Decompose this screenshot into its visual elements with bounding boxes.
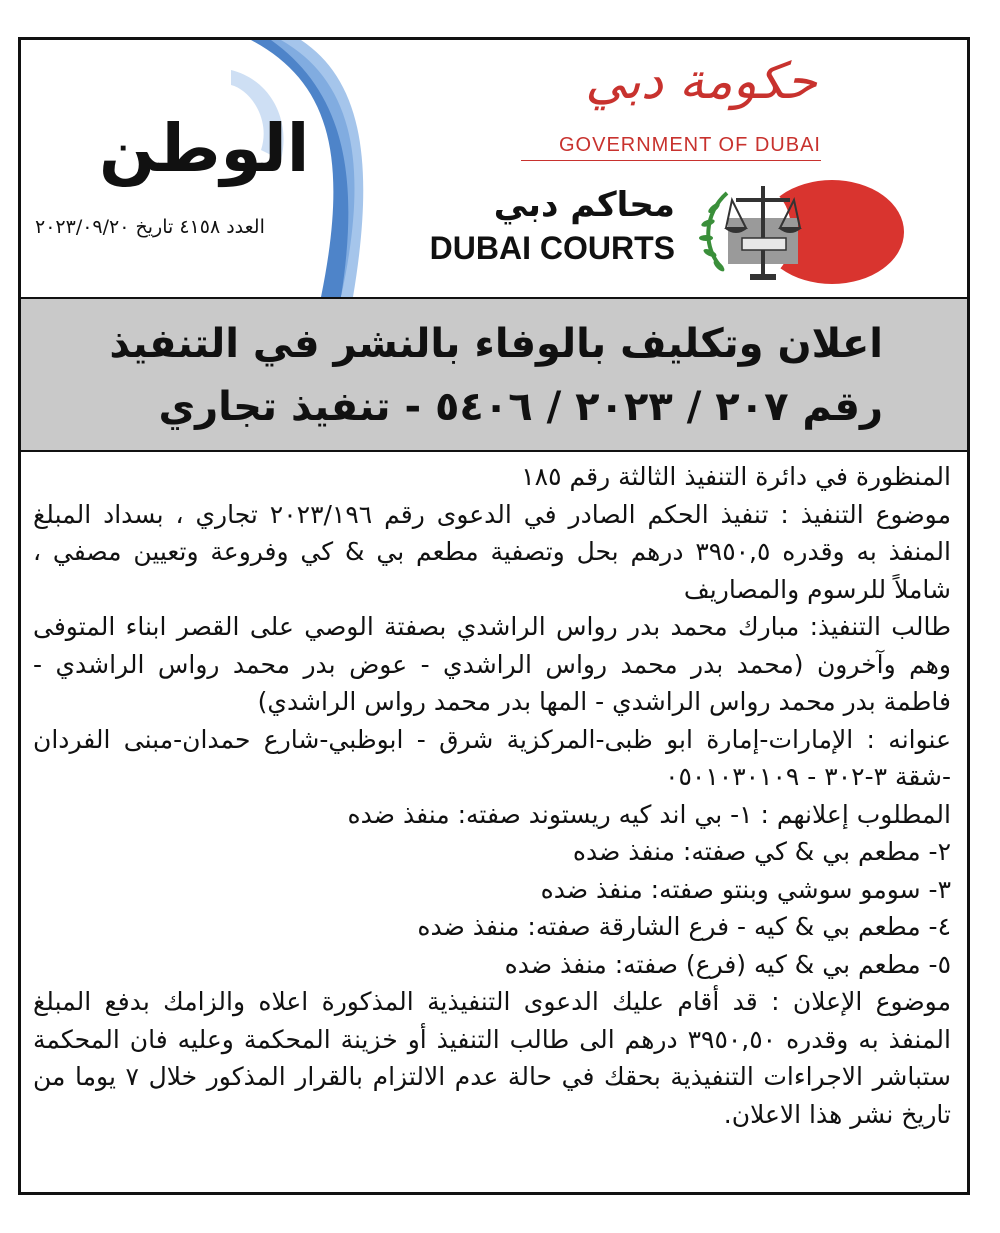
applicant-address: عنوانه : الإمارات-إمارة ابو ظبى-المركزية شرق - ابوظبي-شارع حمدان-مبنى الفردان -شقة ٣-٣٠٢ - ٠٥٠١٠٣٠١٠٩ (33, 724, 951, 791)
execution-subject: موضوع التنفيذ : تنفيذ الحكم الصادر في الدعوى رقم ٢٠٢٣/١٩٦ تجاري ، بسداد المبلغ المنفذ به وقدره ٣٩٥٠,٥ درهم بحل وتصفية مطعم بي & كي وفروعة وتعيين مصفي ، شاملاً للرسوم والمصاريف (33, 499, 951, 604)
courts-name-arabic: محاكم دبي (493, 185, 675, 225)
dubai-courts-emblem-icon (692, 178, 907, 286)
respondents-intro: المطلوب إعلانهم : ١- بي اند كيه ريستوند صفته: منفذ ضده (347, 799, 951, 829)
government-logo-rule (521, 160, 821, 161)
title-line-2: رقم ٢٠٧ / ٢٠٢٣ / ٥٤٠٦ - تنفيذ تجاري (158, 384, 883, 430)
notice-subject: موضوع الإعلان : قد أقام عليك الدعوى التنفيذية المذكورة اعلاه والزامك بدفع المبلغ المنفذ به وقدره ٣٩٥٠,٥٠ درهم الى طالب التنفيذ أو خزينة المحكمة وعليه فان المحكمة ستباشر الاجراءات التنفيذية بحقك في حالة عدم الالتزام بالقرار المذكور خلال ٧ يوما من تاريخ نشر هذا الاعلان. (33, 987, 952, 1129)
newspaper-logo: الوطن (99, 110, 310, 187)
government-logo-arabic: حكومة دبي (585, 52, 817, 110)
government-logo-english: GOVERNMENT OF DUBAI (559, 134, 821, 156)
respondent-item: ٣- سومو سوشي وبنتو صفته: منفذ ضده (540, 874, 951, 904)
applicant: طالب التنفيذ: مبارك محمد بدر رواس الراشدي بصفتة الوصي على القصر ابناء المتوفى وهم وآخرون (محمد بدر محمد رواس الراشدي - عوض بدر محمد رواس الراشدي - فاطمة بدر محمد رواس الراشدي - المها بدر محمد رواس الراشدي) (33, 612, 951, 716)
courts-name-english: DUBAI COURTS (429, 230, 675, 266)
title-line-1: اعلان وتكليف بالوفاء بالنشر في التنفيذ (109, 321, 883, 367)
announcement-title (21, 297, 967, 452)
announcement-body (21, 458, 967, 1133)
notice-frame (18, 37, 970, 1195)
respondent-item: ٢- مطعم بي & كي صفته: منفذ ضده (572, 837, 951, 866)
respondent-item: ٤- مطعم بي & كيه - فرع الشارقة صفته: منفذ ضده (417, 912, 951, 941)
issue-date: العدد ٤١٥٨ تاريخ ٢٠٢٣/٠٩/٢٠ (35, 216, 265, 238)
respondent-item: ٥- مطعم بي & كيه (فرع) صفته: منفذ ضده (504, 949, 951, 979)
header (21, 40, 967, 297)
department-line: المنظورة في دائرة التنفيذ الثالثة رقم ١٨٥ (521, 462, 951, 491)
